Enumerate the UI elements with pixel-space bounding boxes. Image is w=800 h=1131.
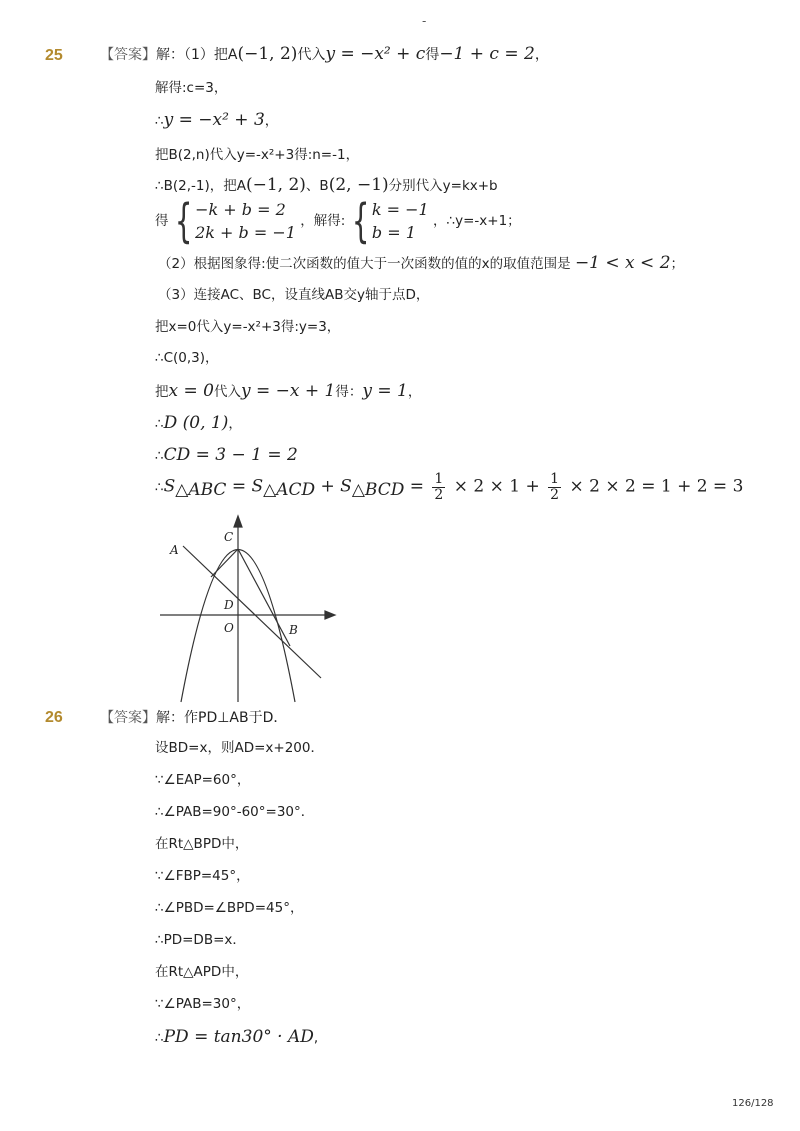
area-eq: = S xyxy=(226,476,264,497)
page-number: 126/128 xyxy=(732,1098,774,1109)
q25-line-cd xyxy=(155,445,298,465)
segment-ac xyxy=(211,549,238,577)
daiyu-text: 代入 xyxy=(297,47,326,63)
part2-text: （2）根据图象得:使二次函数的值大于一次函数的值的x的取值范围是 xyxy=(158,256,571,272)
q26-line: ∵∠EAP=60°， xyxy=(155,772,251,788)
q26-line: ∴∠PBD=∠BPD=45°， xyxy=(155,900,304,916)
q25-line-point-d-calc xyxy=(155,381,421,401)
q26-head-text: 解：作PD⊥AB于D． xyxy=(156,710,288,726)
substitution-equation: −1 + c = 2 xyxy=(439,44,535,64)
therefore-symbol: ∴ xyxy=(155,416,164,432)
comma: ， xyxy=(407,384,422,400)
jie-label: 解： xyxy=(156,47,184,63)
q26-line: 在Rt△BPD中， xyxy=(155,836,249,852)
equation-system-2 xyxy=(350,194,429,248)
subscript-abc: △ABC xyxy=(175,480,227,501)
parabola-line-graph xyxy=(155,512,345,704)
point-b-coords: (2, −1) xyxy=(328,175,389,195)
line-equation: y = −x + 1 xyxy=(240,381,336,401)
label-d: D xyxy=(224,598,234,612)
tan-equation: PD = tan30° · AD xyxy=(163,1027,314,1047)
area-term2: × 2 × 2 = 1 + 2 = 3 xyxy=(564,476,744,497)
comma: ， xyxy=(228,416,242,432)
q25-part2-line xyxy=(158,253,684,273)
q25-line-systems xyxy=(155,194,521,248)
system1-row1: −k + b = 2 xyxy=(195,200,286,219)
answer-tag: 【答案】 xyxy=(100,710,156,726)
comma: ， xyxy=(264,113,279,129)
system2-row1: k = −1 xyxy=(371,200,429,219)
line-result: ，∴y=-x+1； xyxy=(433,213,521,229)
fraction-numerator: 1 xyxy=(550,471,560,487)
q25-line-solve-c: 解得:c=3， xyxy=(155,80,228,96)
fraction-denominator: 2 xyxy=(434,487,444,503)
therefore-symbol: ∴ xyxy=(155,1030,164,1046)
system2-row2: b = 1 xyxy=(371,223,416,242)
label-a: A xyxy=(170,543,179,557)
q25-line-point-c: ∴C(0,3)， xyxy=(155,350,219,366)
therefore-symbol: ∴ xyxy=(155,479,164,496)
fraction-denominator: 2 xyxy=(550,487,560,503)
parabola-equation: y = −x² + c xyxy=(325,44,426,64)
q26-line: 设BD=x，则AD=x+200． xyxy=(155,740,324,756)
solve-text: ，解得: xyxy=(300,213,346,229)
fraction-half xyxy=(432,472,445,503)
cd-length: CD = 3 − 1 = 2 xyxy=(163,445,298,465)
comma: ， xyxy=(534,47,549,63)
label-b: B xyxy=(289,623,298,637)
point-d: D (0, 1) xyxy=(163,413,229,433)
fraction-half xyxy=(548,472,561,503)
y-one: y = 1 xyxy=(362,381,408,401)
question-number-25: 25 xyxy=(45,47,63,64)
text: 得： xyxy=(335,384,363,400)
area-eq2: = xyxy=(404,476,430,497)
answer-tag: 【答案】 xyxy=(100,47,156,63)
point-a-coords: (−1, 2) xyxy=(245,175,306,195)
q25-line-area xyxy=(155,472,743,503)
de-text: 得 xyxy=(425,47,440,63)
point-a-coords: (−1, 2) xyxy=(237,44,298,64)
semicolon: ； xyxy=(670,256,685,272)
system1-row2: 2k + b = −1 xyxy=(195,223,296,242)
parabola-result: y = −x² + 3 xyxy=(163,110,265,130)
x-range: −1 < x < 2 xyxy=(574,253,671,273)
x-zero: x = 0 xyxy=(168,381,214,401)
text-c: 分别代入y=kx+b xyxy=(388,178,498,194)
therefore-symbol: ∴ xyxy=(155,448,164,464)
q25-line-point-b: 把B(2,n)代入y=-x²+3得:n=-1， xyxy=(155,147,360,163)
y-axis-arrow-icon xyxy=(234,516,242,527)
q25-first-line xyxy=(100,44,549,64)
q26-line: ∴PD=DB=x． xyxy=(155,932,246,948)
q26-line: ∵∠PAB=30°， xyxy=(155,996,251,1012)
brace-icon: { xyxy=(174,194,193,248)
text-b: 、B xyxy=(305,178,329,194)
brace-icon: { xyxy=(351,194,370,248)
q25-line-x0: 把x=0代入y=-x²+3得:y=3， xyxy=(155,319,341,335)
subscript-bcd: △BCD xyxy=(351,480,405,501)
q25-part3-line: （3）连接AC、BC，设直线AB交y轴于点D， xyxy=(158,287,430,303)
de-text: 得 xyxy=(155,213,169,229)
x-axis-arrow-icon xyxy=(325,611,335,619)
q26-line: 在Rt△APD中， xyxy=(155,964,249,980)
therefore-symbol: ∴ xyxy=(155,113,164,129)
part1-text: （1）把A xyxy=(184,47,238,63)
label-c: C xyxy=(224,530,234,544)
text-a: ∴B(2,-1)，把A xyxy=(155,178,246,194)
line-ab xyxy=(183,546,321,678)
area-plus: + S xyxy=(315,476,352,497)
equation-system-1 xyxy=(173,194,296,248)
q26-line-tan xyxy=(155,1027,318,1047)
label-o: O xyxy=(224,621,234,635)
comma: , xyxy=(313,1030,319,1046)
q25-line-point-d xyxy=(155,413,242,433)
top-mark: - xyxy=(422,14,427,28)
text: 代入 xyxy=(213,384,241,400)
question-number-26: 26 xyxy=(45,709,63,726)
q26-first-line xyxy=(100,707,287,727)
subscript-acd: △ACD xyxy=(263,480,316,501)
q25-line-substitute xyxy=(155,175,498,195)
segment-bc xyxy=(238,549,290,646)
area-term1: × 2 × 1 + xyxy=(448,476,546,497)
q25-line-parabola xyxy=(155,110,278,130)
q26-line: ∴∠PAB=90°-60°=30°． xyxy=(155,804,315,820)
area-s: S xyxy=(163,476,176,497)
q26-line: ∵∠FBP=45°， xyxy=(155,868,250,884)
text: 把 xyxy=(155,384,169,400)
fraction-numerator: 1 xyxy=(434,471,444,487)
